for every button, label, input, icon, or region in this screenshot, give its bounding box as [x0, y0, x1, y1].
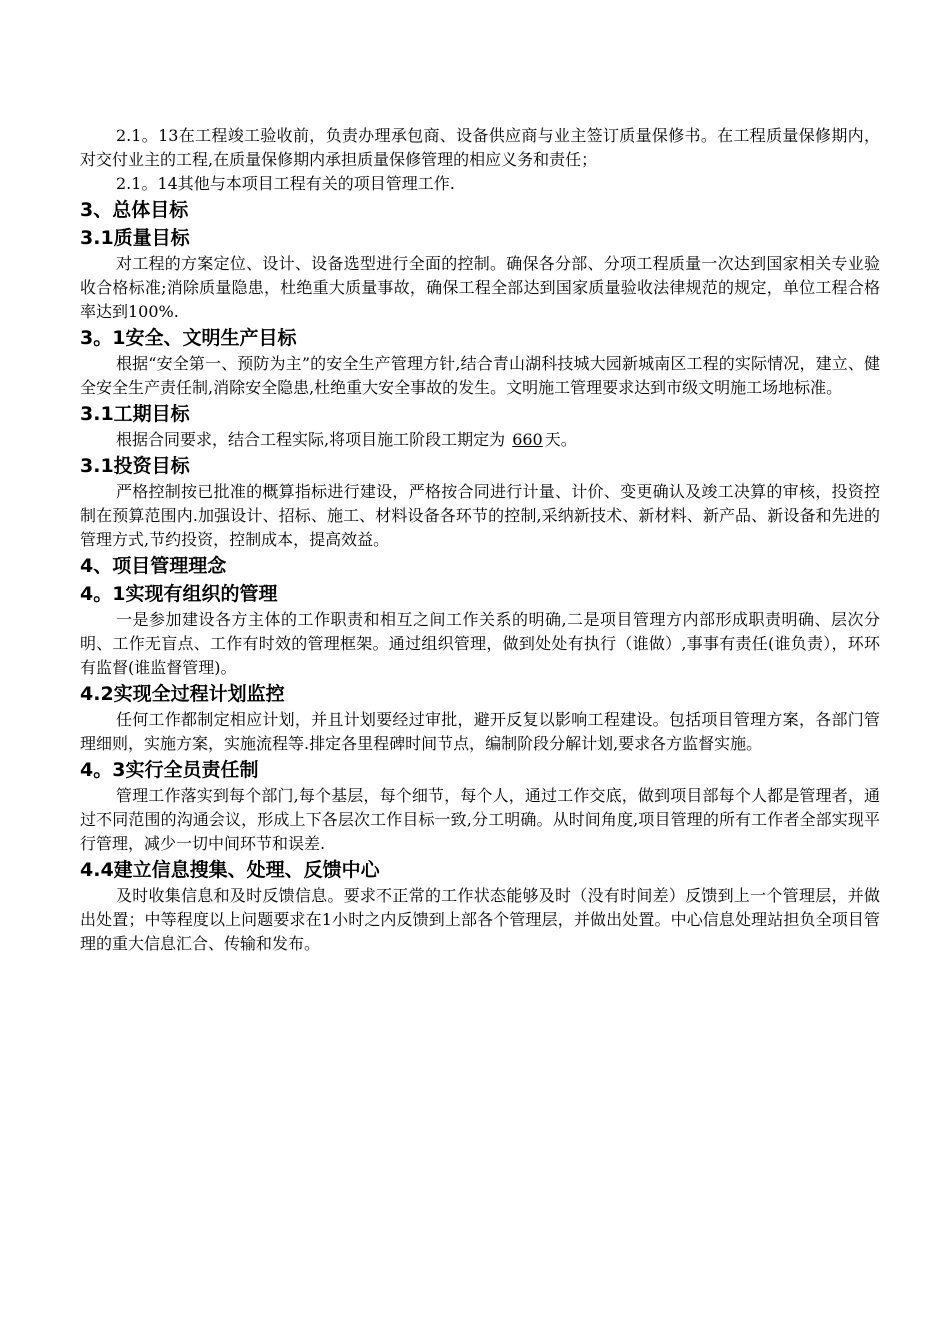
heading-info-center: 4.4建立信息搜集、处理、反馈中心: [80, 859, 380, 881]
paragraph-full-responsibility: 管理工作落实到每个部门,每个基层，每个细节，每个人，通过工作交底，做到项目部每个人都是管理者，通过不同范围的沟通会议，形成上下各层次工作目标一致,分工明确。从时间角度,项目管理的所有工作者全部实现平行管理，减少一切中间环节和误差.: [80, 786, 880, 853]
document-page: [80, 124, 880, 956]
paragraph-quality-goal: 对工程的方案定位、设计、设备选型进行全面的控制。确保各分部、分项工程质量一次达到国家相关专业验收合格标准;消除质量隐患，杜绝重大质量事故，确保工程全部达到国家质量验收法律规范的规定，单位工程合格率达到100%.: [80, 254, 880, 321]
heading-full-responsibility: 4。3实行全员责任制: [80, 759, 259, 781]
paragraph-organized-management: 一是参加建设各方主体的工作职责和相互之间工作关系的明确,二是项目管理方内部形成职责明确、层次分明、工作无盲点、工作有时效的管理框架。通过组织管理，做到处处有执行（谁做）,事事有责任(谁负责），环环有监督(谁监督管理)。: [80, 610, 880, 677]
paragraph-process-monitoring: 任何工作都制定相应计划，并且计划要经过审批，避开反复以影响工程建设。包括项目管理方案，各部门管理细则，实施方案，实施流程等.排定各里程碑时间节点，编制阶段分解计划,要求各方监督实施。: [80, 710, 880, 753]
heading-section-3: 3、总体目标: [80, 199, 189, 221]
heading-section-4: 4、项目管理理念: [80, 555, 227, 577]
heading-investment-goal: 3.1投资目标: [80, 455, 190, 477]
heading-quality-goal: 3.1质量目标: [80, 227, 190, 249]
schedule-text-after: 天。: [544, 430, 577, 449]
paragraph-2-1-13: 2.1。13在工程竣工验收前，负责办理承包商、设备供应商与业主签订质量保修书。在工程质量保修期内，对交付业主的工程,在质量保修期内承担质量保修管理的相应义务和责任；: [80, 126, 880, 169]
schedule-text-before: 根据合同要求，结合工程实际,将项目施工阶段工期定为: [116, 430, 506, 449]
heading-process-monitoring: 4.2实现全过程计划监控: [80, 683, 285, 705]
heading-schedule-goal: 3.1工期目标: [80, 403, 190, 425]
paragraph-info-center: 及时收集信息和及时反馈信息。要求不正常的工作状态能够及时（没有时间差）反馈到上一个管理层，并做出处置；中等程度以上问题要求在1小时之内反馈到上部各个管理层，并做出处置。中心信息处理站担负全项目管理的重大信息汇合、传输和发布。: [80, 886, 880, 953]
paragraph-schedule-goal: [80, 428, 880, 452]
paragraph-safety-goal: 根据“安全第一、预防为主”的安全生产管理方针,结合青山湖科技城大园新城南区工程的实际情况，建立、健全安全生产责任制,消除安全隐患,杜绝重大安全事故的发生。文明施工管理要求达到市级文明施工场地标准。: [80, 354, 880, 397]
paragraph-investment-goal: 严格控制按已批准的概算指标进行建设，严格按合同进行计量、计价、变更确认及竣工决算的审核，投资控制在预算范围内.加强设计、招标、施工、材料设备各环节的控制,采纳新技术、新材料、新产品、新设备和先进的管理方式,节约投资，控制成本，提高效益。: [80, 482, 880, 549]
heading-organized-management: 4。1实现有组织的管理: [80, 583, 278, 605]
schedule-days: 660: [512, 430, 543, 449]
paragraph-2-1-14: 2.1。14其他与本项目工程有关的项目管理工作.: [116, 174, 455, 193]
heading-safety-goal: 3。1安全、文明生产目标: [80, 327, 297, 349]
